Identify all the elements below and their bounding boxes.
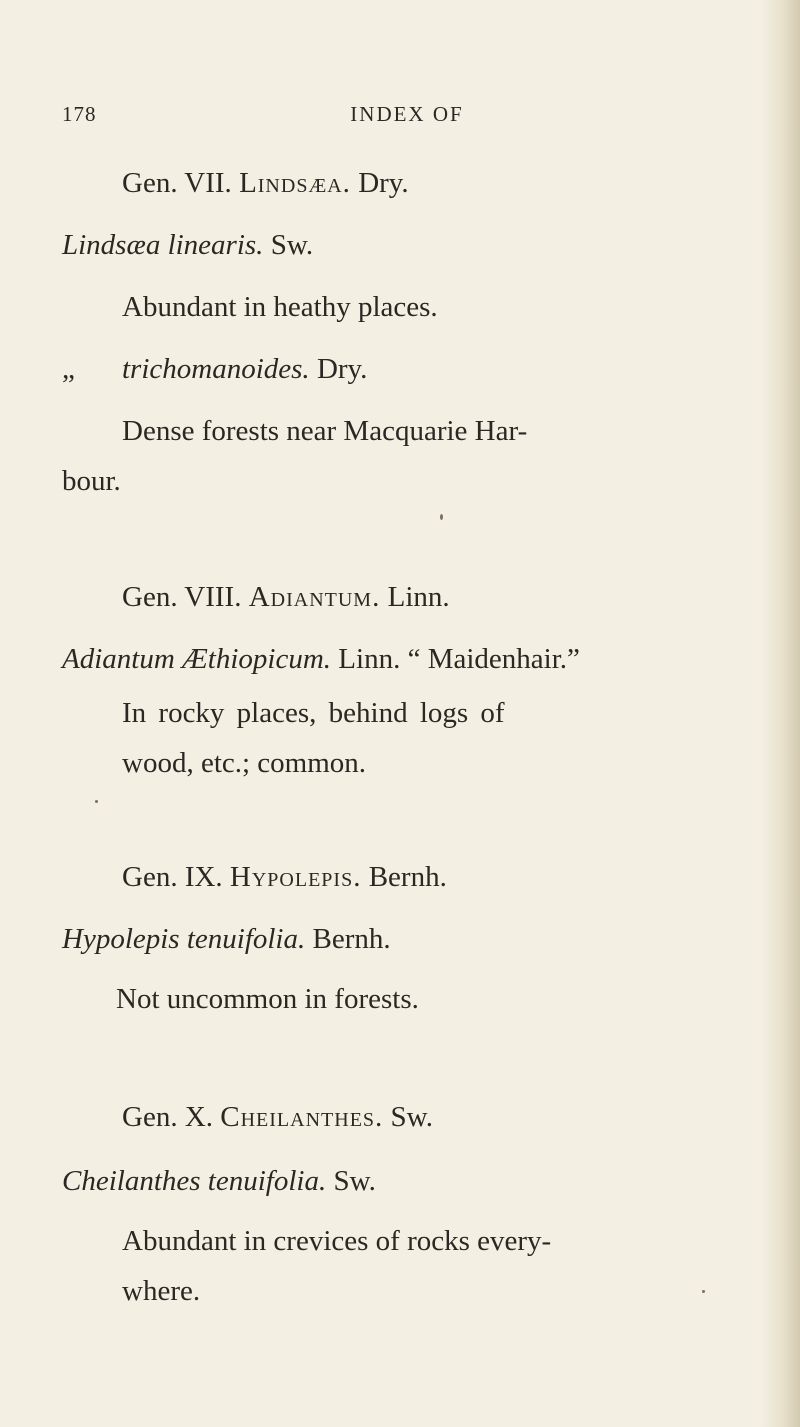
genus-name: Hypolepis. [229,861,362,893]
gen-number: Gen. VIII. [122,581,242,613]
species-entry-ditto [62,352,367,386]
gen-number: Gen. IX. [122,861,223,893]
ink-speck [440,514,443,520]
genus-authority: Linn. [387,581,450,613]
species-entry [62,922,391,956]
species-note: Not uncommon in forests. [116,983,419,1015]
genus-heading-cheilanthes [122,1100,433,1134]
genus-name: Cheilanthes. [220,1101,384,1133]
ditto-mark: „ [62,353,75,385]
page-edge-shadow [760,0,800,1427]
species-note-continued: where. [122,1275,201,1307]
species-entry [62,1164,376,1198]
species-authority: Sw. [333,1165,376,1197]
species-entry [62,228,313,262]
genus-name: Adiantum. [248,581,381,613]
page-number: 178 [62,102,97,126]
genus-authority: Bernh. [368,861,447,893]
species-epithet: trichomanoides. [122,353,310,385]
species-note-continued: wood, etc.; common. [122,747,367,779]
species-name: Cheilanthes tenuifolia. [62,1165,327,1197]
genus-authority: Dry. [358,167,409,199]
species-authority: Linn. [338,643,401,675]
gen-number: Gen. X. [122,1101,214,1133]
species-note: Abundant in heathy places. [122,291,438,323]
species-authority: Sw. [270,229,314,261]
gen-number: Gen. VII. [122,167,232,199]
ink-speck [95,800,98,803]
common-name: “ Maidenhair.” [407,643,580,675]
species-authority: Dry. [316,353,368,385]
genus-heading-hypolepis [122,860,447,894]
running-title: INDEX OF [350,102,464,126]
species-name: Hypolepis tenuifolia. [62,923,306,955]
species-authority: Bernh. [312,923,391,955]
species-note: In rocky places, behind logs of [122,697,505,729]
ink-speck [702,1290,705,1293]
species-note: Abundant in crevices of rocks every- [122,1225,552,1257]
species-name: Adiantum Æthiopicum. [62,643,332,675]
species-note: Dense forests near Macquarie Har- [122,415,528,447]
genus-authority: Sw. [390,1101,433,1133]
genus-name: Lindsæa. [239,167,351,199]
page-header [62,102,752,128]
species-entry [62,642,580,676]
genus-heading-adiantum [122,580,450,614]
genus-heading-lindsaea [122,166,409,200]
species-note-continued: bour. [62,465,121,497]
species-name: Lindsæa linearis. [62,229,264,261]
